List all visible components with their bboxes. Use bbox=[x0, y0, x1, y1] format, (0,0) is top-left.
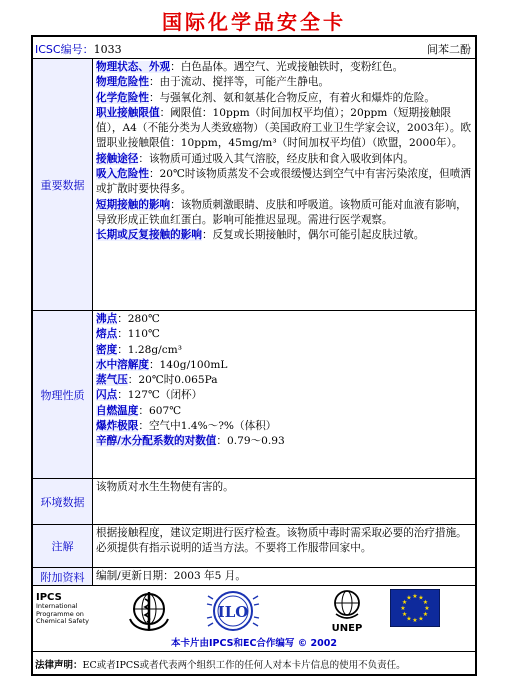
svg-text:★: ★ bbox=[418, 615, 424, 623]
section-label: 重要数据 bbox=[33, 59, 93, 310]
physical-property-item bbox=[96, 327, 473, 342]
physical-properties-content bbox=[94, 311, 475, 478]
physical-property-item bbox=[96, 434, 473, 449]
header-row bbox=[33, 37, 475, 59]
svg-text:★: ★ bbox=[406, 615, 412, 623]
physical-property-text: ：140g/100mL bbox=[148, 358, 228, 371]
svg-text:★: ★ bbox=[400, 605, 406, 612]
important-data-text: ：阈限值：10ppm（时间加权平均值）；20ppm（短期接触限值），A4（不能分类为人类致癌物）（美国政府工业卫生学家会议，2003年）。欧盟职业接触限值：10ppm，45mg/m³（时间加权平均值）（欧盟，2000年）。 bbox=[96, 106, 472, 150]
copyright-caption: 本卡片由IPCS和EC合作编写 © 2002 bbox=[170, 638, 337, 649]
physical-property-item bbox=[96, 388, 473, 403]
svg-text:★: ★ bbox=[418, 594, 424, 602]
physical-property-text: ：127℃（闭杯） bbox=[117, 389, 203, 402]
important-data-heading: 化学危险性 bbox=[96, 91, 149, 104]
extra-info-text: 编制/更新日期：2003 年5 月。 bbox=[96, 570, 246, 582]
physical-property-item bbox=[96, 419, 473, 434]
physical-property-text: ：110℃ bbox=[117, 328, 160, 341]
important-data-content bbox=[94, 59, 475, 310]
important-data-heading: 物理状态、外观 bbox=[96, 61, 171, 73]
physical-property-text: ：20℃时0.065Pa bbox=[127, 374, 218, 387]
physical-property-text: ：空气中1.4%～?%（体积） bbox=[138, 420, 277, 433]
environment-text: 该物质对水生生物使有害的。 bbox=[96, 481, 234, 493]
physical-property-item bbox=[96, 358, 473, 373]
important-data-text: ：20℃时该物质蒸发不会或很缓慢达到空气中有害污染浓度，但喷洒或扩散时要快得多。 bbox=[96, 168, 471, 196]
icsc-code: ICSC编号：1033 bbox=[35, 43, 122, 56]
important-data-text: ：该物质刺激眼睛、皮肤和呼吸道。该物质可能对血液有影响，导致形成正铁血红蛋白。影响可能推迟显现。需进行医学观察。 bbox=[96, 198, 467, 226]
important-data-item bbox=[96, 75, 473, 90]
ilo-emblem-icon bbox=[205, 589, 261, 633]
important-data-item bbox=[96, 91, 473, 106]
physical-property-text: ：607℃ bbox=[138, 404, 182, 417]
safety-card bbox=[31, 35, 477, 676]
logo-row bbox=[33, 586, 475, 652]
important-data-heading: 物理危险性 bbox=[96, 76, 149, 89]
ipcs-logo: IPCS International Programme on Chemical Safety bbox=[36, 592, 90, 625]
important-data-text: ：该物质可通过吸入其气溶胶，经皮肤和食入吸收到体内。 bbox=[138, 152, 414, 165]
important-data-heading: 长期或反复接触的影响 bbox=[96, 229, 202, 242]
legal-statement: 法律声明：EC或者IPCS或者代表两个组织工作的任何人对本卡片信息的使用不负责任。 bbox=[35, 660, 406, 671]
important-data-heading: 职业接触限值 bbox=[96, 106, 160, 119]
unep-emblem-icon bbox=[322, 589, 372, 633]
who-emblem-icon bbox=[126, 589, 172, 633]
important-data-item bbox=[96, 198, 473, 229]
important-data-text: ：由于流动、搅拌等，可能产生静电。 bbox=[148, 76, 330, 89]
note-section bbox=[33, 525, 475, 568]
svg-text:★: ★ bbox=[406, 594, 412, 602]
important-data-section bbox=[33, 59, 475, 311]
physical-property-heading: 自燃温度 bbox=[96, 404, 139, 417]
physical-property-heading: 蒸气压 bbox=[96, 374, 128, 387]
important-data-text: ：与强氧化剂、氨和氨基化合物反应，有着火和爆炸的危险。 bbox=[148, 91, 435, 104]
svg-text:★: ★ bbox=[412, 593, 418, 600]
svg-text:★: ★ bbox=[424, 605, 430, 612]
important-data-item bbox=[96, 167, 473, 198]
physical-property-heading: 密度 bbox=[96, 343, 118, 356]
physical-property-item bbox=[96, 404, 473, 419]
important-data-text: ：反复或长期接触时，偶尔可能引起皮肤过敏。 bbox=[201, 229, 425, 242]
svg-text:★: ★ bbox=[401, 599, 408, 606]
physical-property-heading: 熔点 bbox=[96, 328, 118, 341]
physical-property-item bbox=[96, 373, 473, 388]
section-label: 物理性质 bbox=[33, 311, 93, 478]
svg-text:★: ★ bbox=[401, 611, 408, 618]
legal-row bbox=[33, 652, 475, 676]
important-data-heading: 接触途径 bbox=[96, 152, 139, 165]
important-data-item bbox=[96, 106, 473, 152]
physical-property-text: ：280℃ bbox=[117, 313, 160, 325]
section-label: 注解 bbox=[33, 525, 93, 567]
physical-property-heading: 爆炸极限 bbox=[96, 420, 139, 433]
chemical-name: 间苯二酚 bbox=[427, 43, 471, 56]
environment-section bbox=[33, 479, 475, 525]
svg-text:ILO: ILO bbox=[217, 603, 249, 621]
extra-info-section bbox=[33, 568, 475, 586]
physical-property-text: ：0.79～0.93 bbox=[216, 435, 285, 448]
section-label: 附加资料 bbox=[33, 568, 93, 585]
important-data-heading: 吸入危险性 bbox=[96, 168, 149, 181]
physical-property-heading: 闪点 bbox=[96, 389, 118, 402]
physical-property-item bbox=[96, 312, 473, 327]
svg-text:★: ★ bbox=[412, 617, 418, 624]
important-data-item bbox=[96, 152, 473, 167]
svg-text:★: ★ bbox=[422, 599, 429, 606]
important-data-text: ：白色晶体。遇空气、光或接触铁时，变粉红色。 bbox=[170, 61, 404, 73]
important-data-heading: 短期接触的影响 bbox=[96, 198, 171, 211]
card-title: 国际化学品安全卡 bbox=[162, 10, 346, 34]
note-text: 根据接触程度，建议定期进行医疗检查。该物质中毒时需采取必要的治疗措施。必须提供有指示说明的适当方法。不要将工作服带回家中。 bbox=[96, 527, 467, 555]
physical-property-text: ：1.28g/cm³ bbox=[117, 343, 182, 356]
physical-properties-section bbox=[33, 311, 475, 479]
section-label: 环境数据 bbox=[33, 479, 93, 524]
important-data-item bbox=[96, 60, 473, 75]
svg-text:★: ★ bbox=[422, 611, 429, 618]
physical-property-item bbox=[96, 343, 473, 358]
physical-property-heading: 辛醇/水分配系数的对数值 bbox=[96, 435, 217, 448]
important-data-item bbox=[96, 228, 473, 243]
physical-property-heading: 沸点 bbox=[96, 313, 118, 325]
eu-flag-icon bbox=[390, 589, 440, 627]
physical-property-heading: 水中溶解度 bbox=[96, 358, 149, 371]
svg-text:UNEP: UNEP bbox=[331, 623, 363, 633]
